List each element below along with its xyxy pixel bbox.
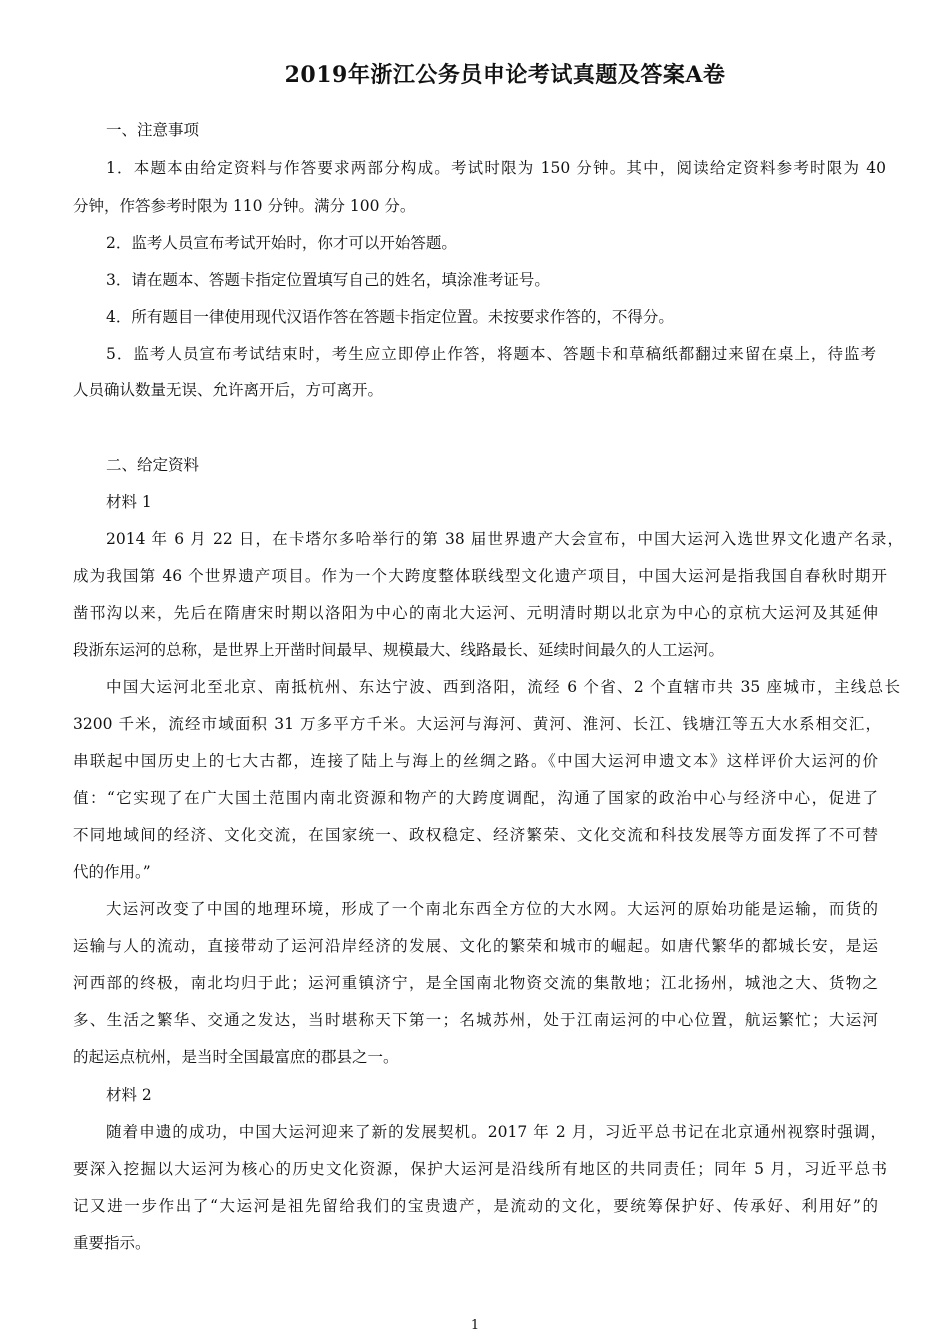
material-1-line: 段浙东运河的总称，是世界上开凿时间最早、规模最大、线路最长、延续时间最久的人工运河。 [73, 641, 725, 659]
material-1-line: 串联起中国历史上的七大古都，连接了陆上与海上的丝绸之路。《中国大运河申遗文本》这样评价大运河的价 [73, 752, 878, 770]
material-2-line: 要深入挖掘以大运河为核心的历史文化资源，保护大运河是沿线所有地区的共同责任；同年 5 月，习近平总书 [73, 1160, 887, 1178]
material-1-line: 2014 年 6 月 22 日，在卡塔尔多哈举行的第 38 届世界遗产大会宣布，中国大运河入选世界文化遗产名录， [106, 530, 903, 548]
section-heading-materials: 二、给定资料 [106, 456, 200, 474]
notes-line: 3．请在题本、答题卡指定位置填写自己的姓名，填涂准考证号。 [106, 271, 550, 289]
section-heading-notes: 一、注意事项 [106, 121, 200, 139]
notes-line: 人员确认数量无误、允许离开后，方可离开。 [73, 381, 384, 399]
material-1-line: 凿邗沟以来，先后在隋唐宋时期以洛阳为中心的南北大运河、元明清时期以北京为中心的京杭大运河及其延伸 [73, 604, 878, 622]
document-title: 2019年浙江公务员申论考试真题及答案A卷 [284, 62, 726, 88]
material-1-line: 中国大运河北至北京、南抵杭州、东达宁波、西到洛阳，流经 6 个省、2 个直辖市共 35 座城市，主线总长 [106, 678, 900, 696]
material-2-label: 材料 2 [106, 1086, 152, 1104]
page-number: 1 [470, 1318, 480, 1333]
notes-line: 4．所有题目一律使用现代汉语作答在答题卡指定位置。未按要求作答的，不得分。 [106, 308, 674, 326]
material-2-line: 随着申遗的成功，中国大运河迎来了新的发展契机。2017 年 2 月，习近平总书记在北京通州视察时强调， [106, 1123, 886, 1141]
material-1-line: 多、生活之繁华、交通之发达，当时堪称天下第一；名城苏州，处于江南运河的中心位置，航运繁忙；大运河 [73, 1011, 878, 1029]
material-2-line: 重要指示。 [73, 1234, 151, 1252]
notes-line: 2．监考人员宣布考试开始时，你才可以开始答题。 [106, 234, 457, 252]
material-1-line: 河西部的终极，南北均归于此；运河重镇济宁，是全国南北物资交流的集散地；江北扬州，城池之大、货物之 [73, 974, 878, 992]
material-1-line: 3200 千米，流经市域面积 31 万多平方千米。大运河与海河、黄河、淮河、长江、钱塘江等五大水系相交汇， [73, 715, 881, 733]
material-1-line: 的起运点杭州，是当时全国最富庶的郡县之一。 [73, 1048, 399, 1066]
material-1-line: 值：“它实现了在广大国土范围内南北资源和物产的大跨度调配，沟通了国家的政治中心与经济中心，促进了 [73, 789, 878, 807]
material-1-line: 运输与人的流动，直接带动了运河沿岸经济的发展、文化的繁荣和城市的崛起。如唐代繁华的都城长安，是运 [73, 937, 878, 955]
material-1-line: 代的作用。” [73, 863, 151, 881]
material-1-label: 材料 1 [106, 493, 152, 511]
notes-line: 分钟，作答参考时限为 110 分钟。满分 100 分。 [73, 197, 416, 215]
notes-line: 5．监考人员宣布考试结束时，考生应立即停止作答，将题本、答题卡和草稿纸都翻过来留在桌上，待监考 [106, 345, 876, 363]
material-1-line: 成为我国第 46 个世界遗产项目。作为一个大跨度整体联线型文化遗产项目，中国大运河是指我国自春秋时期开 [73, 567, 887, 585]
material-1-line: 不同地域间的经济、文化交流，在国家统一、政权稳定、经济繁荣、文化交流和科技发展等方面发挥了不可替 [73, 826, 878, 844]
material-1-line: 大运河改变了中国的地理环境，形成了一个南北东西全方位的大水网。大运河的原始功能是运输，而货的 [106, 900, 878, 918]
notes-line: 1．本题本由给定资料与作答要求两部分构成。考试时限为 150 分钟。其中，阅读给定资料参考时限为 40 [106, 159, 886, 177]
material-2-line: 记又进一步作出了“大运河是祖先留给我们的宝贵遗产，是流动的文化，要统筹保护好、传承好、利用好”的 [73, 1197, 878, 1215]
